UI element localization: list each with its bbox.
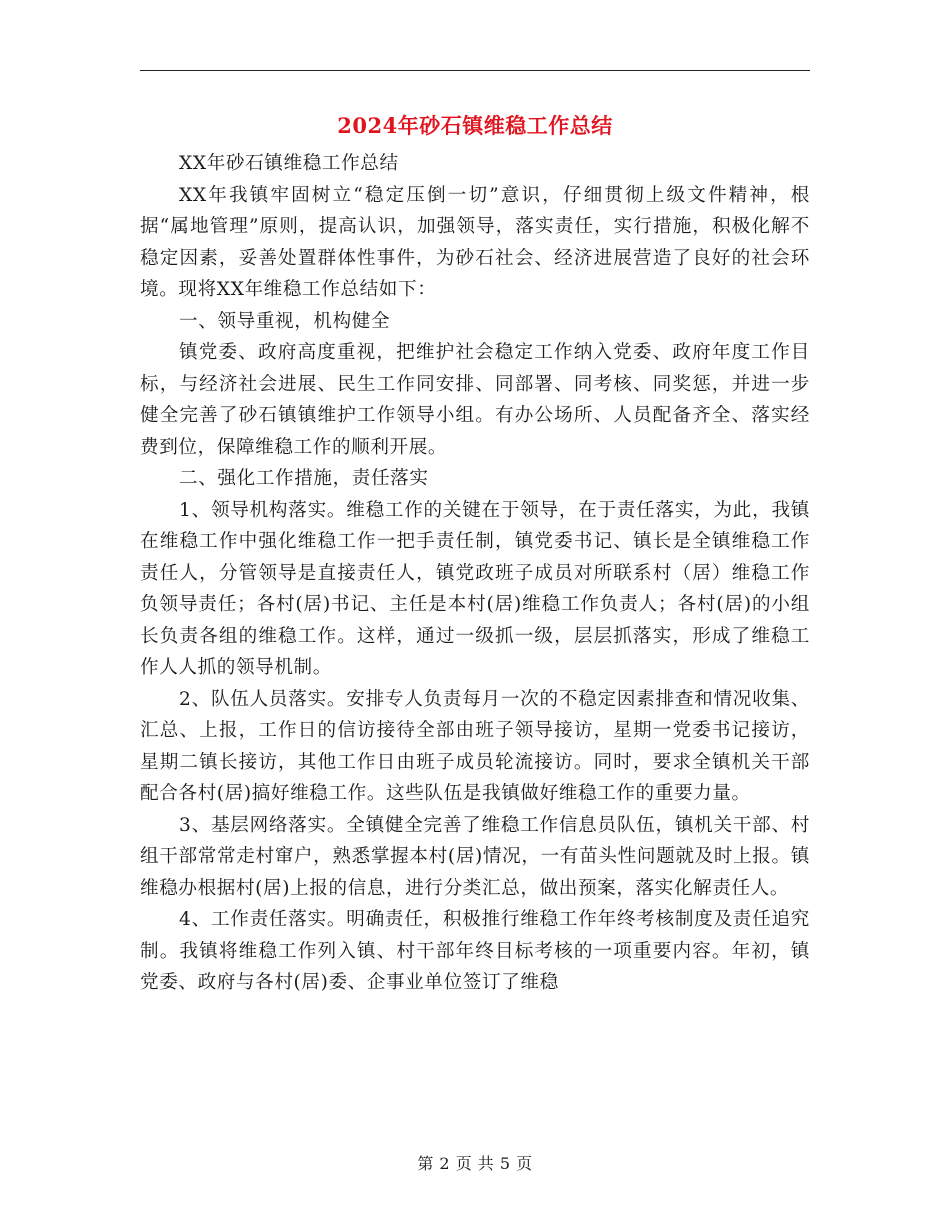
- paragraph-intro: XX年我镇牢固树立“稳定压倒一切”意识，仔细贯彻上级文件精神，根据“属地管理”原则，提高认识，加强领导，落实责任，实行措施，积极化解不稳定因素，妥善处置群体性事件，为砂石社会、经济进展营造了良好的社会环境。现将XX年维稳工作总结如下：: [140, 184, 810, 300]
- paragraph-item-3: 3、基层网络落实。全镇健全完善了维稳工作信息员队伍，镇机关干部、村组干部常常走村窜户，熟悉掌握本村(居)情况，一有苗头性问题就及时上报。镇维稳办根据村(居)上报的信息，进行分类汇总，做出预案，落实化解责任人。: [140, 814, 810, 899]
- header-rule: [140, 70, 810, 71]
- paragraph-item-2: 2、队伍人员落实。安排专人负责每月一次的不稳定因素排查和情况收集、汇总、上报，工作日的信访接待全部由班子领导接访，星期一党委书记接访，星期二镇长接访，其他工作日由班子成员轮流接访。同时，要求全镇机关干部配合各村(居)搞好维稳工作。这些队伍是我镇做好维稳工作的重要力量。: [140, 688, 810, 804]
- section-heading-1: 一、领导重视，机构健全: [179, 310, 391, 332]
- document-title: 2024年砂石镇维稳工作总结: [337, 113, 613, 138]
- page-number-footer: 第 2 页 共 5 页: [417, 1154, 533, 1173]
- paragraph-subtitle: XX年砂石镇维稳工作总结: [179, 153, 399, 174]
- paragraph-item-4: 4、工作责任落实。明确责任，积极推行维稳工作年终考核制度及责任追究制。我镇将维稳工作列入镇、村干部年终目标考核的一项重要内容。年初，镇党委、政府与各村(居)委、企事业单位签订了维稳: [140, 909, 810, 993]
- document-body: [140, 148, 810, 999]
- section-heading-2: 二、强化工作措施，责任落实: [179, 468, 429, 489]
- paragraph-item-1: 1、领导机构落实。维稳工作的关键在于领导，在于责任落实，为此，我镇在维稳工作中强化维稳工作一把手责任制，镇党委书记、镇长是全镇维稳工作责任人，分管领导是直接责任人，镇党政班子成员对所联系村（居）维稳工作负领导责任；各村(居)书记、主任是本村(居)维稳工作负责人；各村(居)的小组长负责各组的维稳工作。这样，通过一级抓一级，层层抓落实，形成了维稳工作人人抓的领导机制。: [140, 499, 810, 678]
- paragraph-section-1: 镇党委、政府高度重视，把维护社会稳定工作纳入党委、政府年度工作目标，与经济社会进展、民生工作同安排、同部署、同考核、同奖惩，并进一步健全完善了砂石镇镇维护工作领导小组。有办公场所、人员配备齐全、落实经费到位，保障维稳工作的顺利开展。: [140, 342, 810, 458]
